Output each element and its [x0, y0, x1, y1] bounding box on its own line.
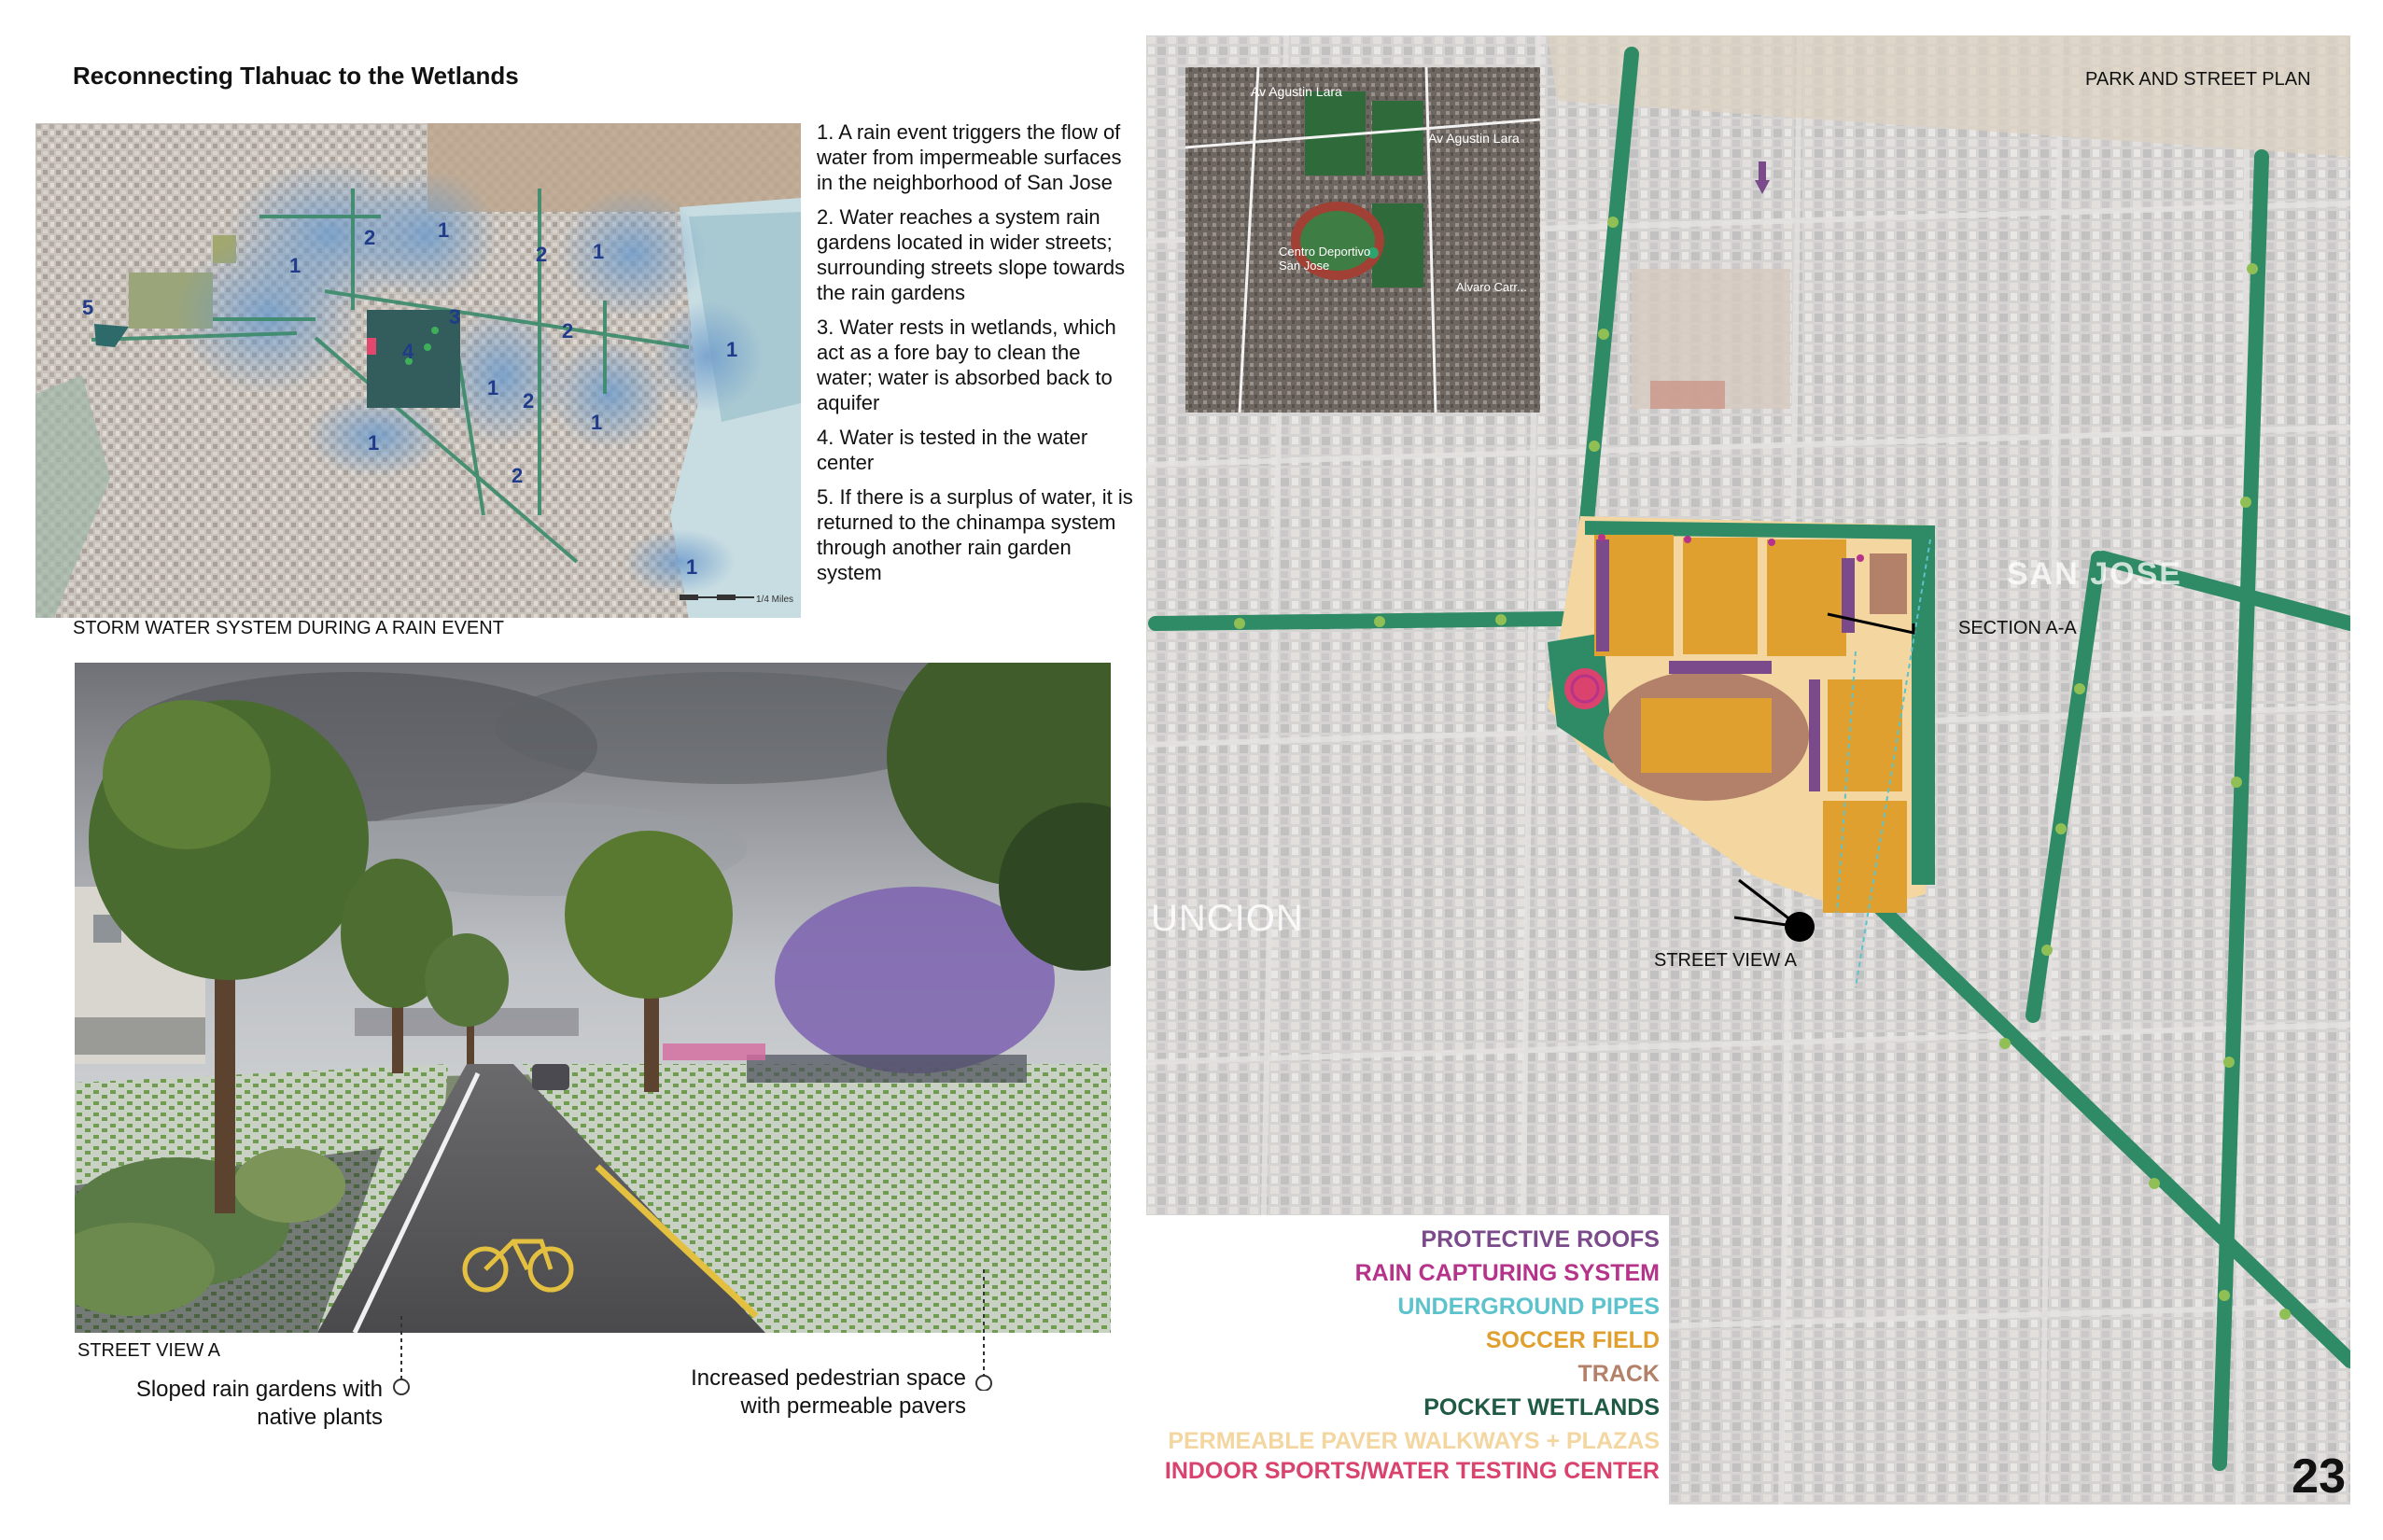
storm-marker-1d: 1	[487, 376, 499, 399]
storm-marker-2e: 2	[512, 464, 524, 487]
plan-legend	[1146, 1215, 1669, 1505]
map-label-san-jose: SAN JOSE	[2007, 556, 2182, 592]
street-view-caption: STREET VIEW A	[77, 1340, 220, 1361]
storm-marker-1b: 1	[438, 218, 450, 242]
legend-track: TRACK	[1577, 1361, 1660, 1387]
legend-soccer-field: SOCCER FIELD	[1485, 1327, 1660, 1353]
storm-marker-1h: 1	[686, 555, 698, 579]
callout-rain-gardens-leader	[392, 1316, 414, 1409]
inset-aerial-map	[1185, 67, 1540, 413]
callout-pedestrian-leader	[974, 1269, 997, 1391]
step-5: 5. If there is a surplus of water, it is returned to the chinampa system through another rain garden system	[817, 485, 1133, 584]
step-2: 2. Water reaches a system rain gardens located in wider streets; surrounding streets slope towards the rain gardens	[817, 205, 1126, 304]
callout-pedestrian-line1: Increased pedestrian space	[691, 1365, 966, 1391]
plan-title: PARK AND STREET PLAN	[2085, 69, 2311, 90]
storm-marker-5: 5	[82, 296, 94, 319]
legend-underground-pipes: UNDERGROUND PIPES	[1397, 1294, 1660, 1320]
step-4: 4. Water is tested in the water center	[817, 426, 1088, 474]
street-view-a-label: STREET VIEW A	[1654, 950, 1797, 971]
storm-marker-2a: 2	[364, 226, 376, 249]
storm-marker-1a: 1	[289, 254, 301, 277]
legend-pocket-wetlands: POCKET WETLANDS	[1423, 1394, 1660, 1421]
storm-marker-2d: 2	[523, 389, 535, 413]
storm-water-map	[35, 123, 801, 618]
inset-label-centro-deportivo: Centro Deportivo San Jose	[1279, 245, 1371, 273]
storm-map-caption: STORM WATER SYSTEM DURING A RAIN EVENT	[73, 618, 504, 638]
callout-pedestrian-space	[644, 1365, 966, 1421]
page-number: 23	[2292, 1449, 2346, 1504]
section-aa-label: SECTION A-A	[1958, 618, 2077, 638]
storm-map-graphic	[35, 123, 801, 618]
callout-rain-gardens-line1: Sloped rain gardens with	[135, 1377, 383, 1402]
storm-marker-1c: 1	[593, 240, 605, 263]
storm-marker-3: 3	[449, 305, 461, 329]
inset-label-agustin-lara-2: Av Agustin Lara	[1428, 131, 1520, 146]
inset-label-agustin-lara-1: Av Agustin Lara	[1251, 84, 1342, 99]
street-view-image	[75, 663, 1111, 1333]
inset-label-alvaro: Alvaro Carr...	[1456, 280, 1527, 294]
step-1: 1. A rain event triggers the flow of water from impermeable surfaces in the neighborhood of San Jose	[817, 120, 1122, 194]
street-view-graphic	[75, 663, 1111, 1333]
callout-rain-gardens	[93, 1376, 383, 1432]
storm-marker-4: 4	[402, 340, 414, 363]
legend-indoor-sports: INDOOR SPORTS/WATER TESTING CENTER	[1164, 1458, 1660, 1484]
legend-rain-capturing-system: RAIN CAPTURING SYSTEM	[1354, 1260, 1660, 1286]
legend-permeable-paver: PERMEABLE PAVER WALKWAYS + PLAZAS	[1168, 1428, 1660, 1454]
map-label-asuncion: UNCION	[1151, 898, 1304, 939]
rain-event-steps	[817, 119, 1134, 595]
storm-marker-2c: 2	[562, 319, 574, 343]
callout-rain-gardens-line2: native plants	[257, 1405, 383, 1430]
step-3: 3. Water rests in wetlands, which act as a fore bay to clean the water; water is absorbed back to aquifer	[817, 315, 1116, 414]
storm-marker-1e: 1	[591, 411, 603, 434]
page-title: Reconnecting Tlahuac to the Wetlands	[73, 62, 519, 90]
legend-protective-roofs: PROTECTIVE ROOFS	[1421, 1226, 1660, 1253]
callout-pedestrian-line2: with permeable pavers	[740, 1393, 966, 1419]
storm-marker-2b: 2	[536, 243, 548, 266]
storm-marker-1g: 1	[726, 338, 738, 361]
map-scale-label: 1/4 Miles	[756, 595, 794, 605]
storm-marker-1f: 1	[368, 431, 380, 455]
